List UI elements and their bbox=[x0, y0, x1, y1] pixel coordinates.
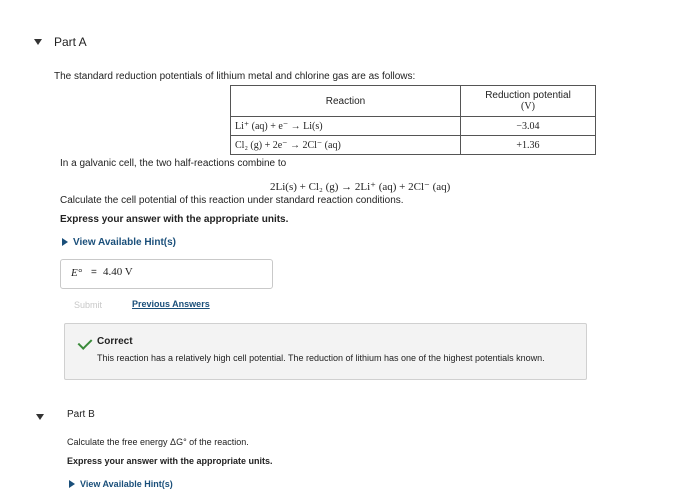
answer-value: 4.40 V bbox=[103, 266, 133, 278]
part-b-hint-caret-icon bbox=[69, 480, 75, 488]
galvanic-text: In a galvanic cell, the two half-reactions combine to bbox=[60, 158, 287, 169]
hint-caret-icon bbox=[62, 238, 68, 246]
reaction-cell: Li⁺ (aq) + e⁻ → Li(s) bbox=[231, 117, 461, 136]
answer-field[interactable] bbox=[60, 259, 273, 289]
feedback-title: Correct bbox=[97, 336, 133, 347]
feedback-text: This reaction has a relatively high cell potential. The reduction of lithium has one of the highest potentials known. bbox=[97, 353, 545, 363]
collapse-part-b-icon[interactable] bbox=[36, 414, 44, 420]
submit-button[interactable]: Submit bbox=[74, 300, 103, 310]
part-b-header[interactable]: Part B bbox=[67, 409, 95, 420]
part-a-header[interactable]: Part A bbox=[54, 35, 87, 49]
overall-reaction: 2Li(s) + Cl₂ (g) → 2Li⁺ (aq) + 2Cl⁻ (aq) bbox=[270, 181, 451, 193]
potential-cell: −3.04 bbox=[461, 117, 596, 136]
reduction-potential-table bbox=[230, 85, 596, 155]
calculate-text: Calculate the cell potential of this reaction under standard reaction conditions. bbox=[60, 195, 404, 206]
answer-equals: = bbox=[91, 267, 97, 278]
part-b-view-hints-link[interactable]: View Available Hint(s) bbox=[80, 479, 173, 489]
express-units-text: Express your answer with the appropriate units. bbox=[60, 214, 289, 225]
part-a-intro: The standard reduction potentials of lithium metal and chlorine gas are as follows: bbox=[54, 71, 416, 82]
view-hints-link[interactable]: View Available Hint(s) bbox=[73, 237, 176, 248]
reaction-cell: Cl₂ (g) + 2e⁻ → 2Cl⁻ (aq) bbox=[231, 136, 461, 155]
feedback-correct-box bbox=[64, 323, 587, 380]
collapse-part-a-icon[interactable] bbox=[34, 39, 42, 45]
previous-answers-link[interactable]: Previous Answers bbox=[132, 299, 210, 309]
table-header-reaction: Reaction bbox=[231, 86, 461, 117]
part-b-express-text: Express your answer with the appropriate units. bbox=[67, 456, 273, 466]
table-row bbox=[231, 136, 596, 155]
answer-label: E° bbox=[71, 267, 83, 279]
checkmark-icon bbox=[78, 335, 93, 350]
part-b-calculate-text: Calculate the free energy ΔG° of the reaction. bbox=[67, 437, 249, 447]
table-row bbox=[231, 117, 596, 136]
potential-cell: +1.36 bbox=[461, 136, 596, 155]
table-header-potential: Reduction potential (V) bbox=[461, 86, 596, 117]
